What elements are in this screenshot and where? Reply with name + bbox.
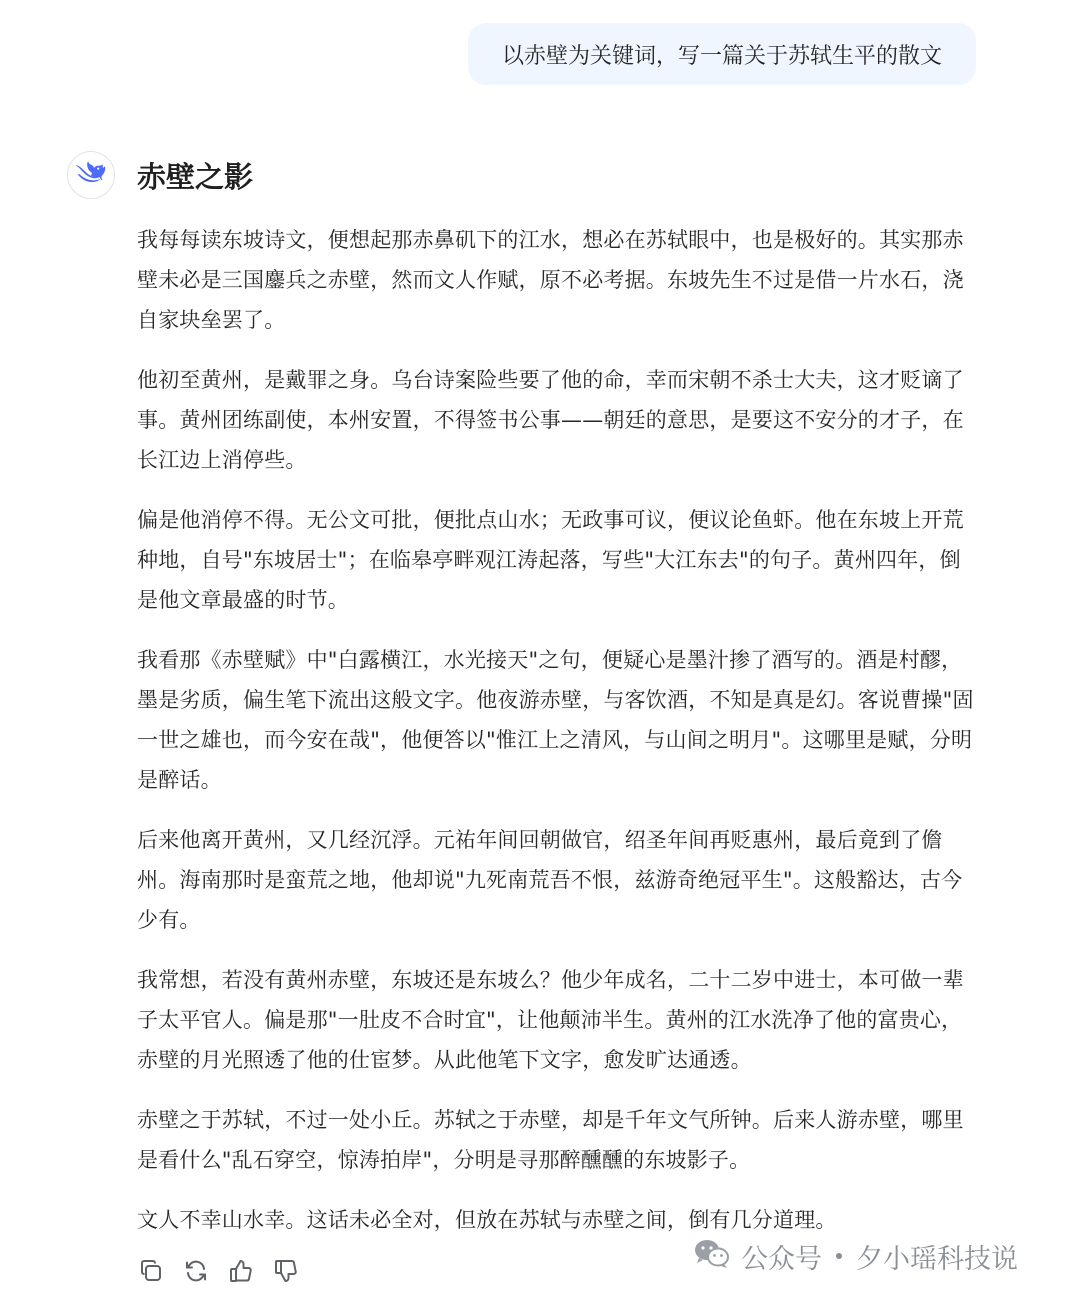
answer-body (137, 220, 979, 1260)
answer-title: 赤壁之影 (137, 160, 254, 194)
answer-paragraph: 我看那《赤壁赋》中"白露横江，水光接天"之句，便疑心是墨汁掺了酒写的。酒是村醪，墨是劣质，偏生笔下流出这般文字。他夜游赤壁，与客饮酒，不知是真是幻。客说曹操"固一世之雄也，而今安在哉"，他便答以"惟江上之清风，与山间之明月"。这哪里是赋，分明是醉话。 (137, 648, 974, 792)
thumbs-up-icon (228, 1258, 254, 1288)
answer-paragraph: 文人不幸山水幸。这话未必全对，但放在苏轼与赤壁之间，倒有几分道理。 (137, 1208, 837, 1232)
user-message-bubble (468, 23, 976, 85)
watermark-account-name: 夕小瑶科技说 (856, 1243, 1018, 1275)
copy-icon (138, 1258, 164, 1288)
user-message-text: 以赤壁为关键词，写一篇关于苏轼生平的散文 (501, 43, 942, 69)
answer-paragraph: 我常想，若没有黄州赤壁，东坡还是东坡么？他少年成名，二十二岁中进士，本可做一辈子太平官人。偏是那"一肚皮不合时宜"，让他颠沛半生。黄州的江水洗净了他的富贵心，赤壁的月光照透了他的仕宦梦。从此他笔下文字，愈发旷达通透。 (137, 968, 964, 1072)
wechat-watermark (693, 1236, 1018, 1276)
answer-paragraph: 我每每读东坡诗文，便想起那赤鼻矶下的江水，想必在苏轼眼中，也是极好的。其实那赤壁未必是三国鏖兵之赤壁，然而文人作赋，原不必考据。东坡先生不过是借一片水石，浇自家块垒罢了。 (137, 228, 964, 332)
answer-paragraph: 他初至黄州，是戴罪之身。乌台诗案险些要了他的命，幸而宋朝不杀士大夫，这才贬谪了事。黄州团练副使，本州安置，不得签书公事——朝廷的意思，是要这不安分的才子，在长江边上消停些。 (137, 368, 964, 472)
thumbs-up-button[interactable] (227, 1258, 255, 1288)
answer-paragraph: 偏是他消停不得。无公文可批，便批点山水；无政事可议，便议论鱼虾。他在东坡上开荒种地，自号"东坡居士"；在临皋亭畔观江涛起落，写些"大江东去"的句子。黄州四年，倒是他文章最盛的时节。 (137, 508, 964, 612)
thumbs-down-icon (273, 1258, 299, 1288)
message-actions (137, 1258, 300, 1288)
copy-button[interactable] (137, 1258, 165, 1288)
thumbs-down-button[interactable] (272, 1258, 300, 1288)
answer-paragraph: 赤壁之于苏轼，不过一处小丘。苏轼之于赤壁，却是千年文气所钟。后来人游赤壁，哪里是看什么"乱石穿空，惊涛拍岸"，分明是寻那醉醺醺的东坡影子。 (137, 1108, 964, 1172)
answer-paragraph: 后来他离开黄州，又几经沉浮。元祐年间回朝做官，绍圣年间再贬惠州，最后竟到了儋州。海南那时是蛮荒之地，他却说"九死南荒吾不恨，兹游奇绝冠平生"。这般豁达，古今少有。 (137, 828, 963, 932)
wechat-icon (693, 1237, 731, 1276)
watermark-label: 公众号 (741, 1243, 822, 1275)
whale-logo-icon (75, 160, 107, 190)
watermark-separator (836, 1253, 842, 1259)
regenerate-icon (183, 1258, 209, 1288)
regenerate-button[interactable] (182, 1258, 210, 1288)
assistant-avatar (67, 151, 115, 199)
